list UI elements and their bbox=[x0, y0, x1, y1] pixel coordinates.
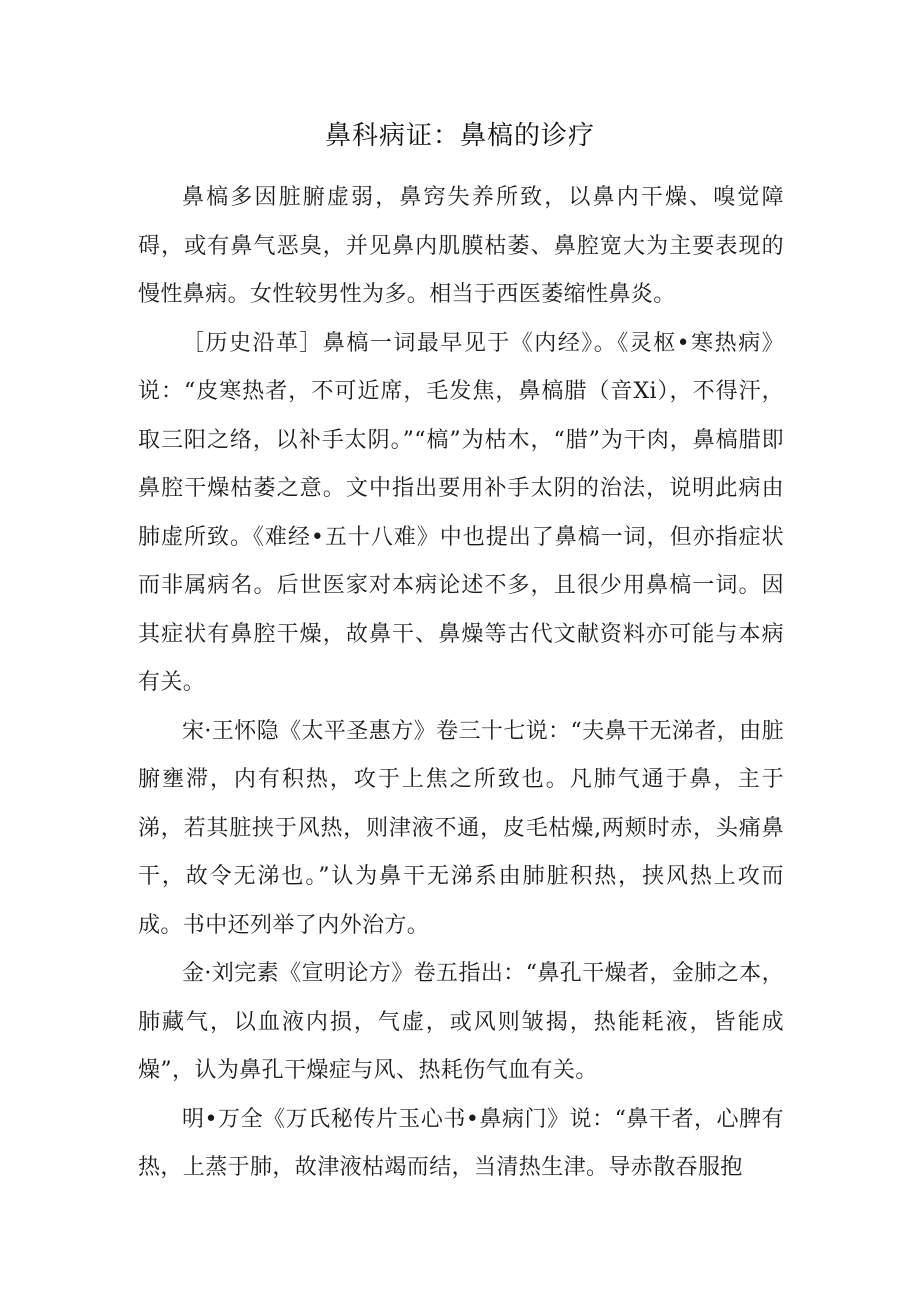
paragraph-intro: 鼻槁多因脏腑虚弱，鼻窍失养所致，以鼻内干燥、嗅觉障碍，或有鼻气恶臭，并见鼻内肌膜枯萎、鼻腔宽大为主要表现的慢性鼻病。女性较男性为多。相当于西医萎缩性鼻炎。 bbox=[138, 185, 784, 307]
document-body bbox=[138, 174, 784, 1193]
paragraph-song-dynasty: 宋·王怀隐《太平圣惠方》卷三十七说：“夫鼻干无涕者，由脏腑壅滞，内有积热，攻于上焦之所致也。凡肺气通于鼻，主于涕，若其脏挟于风热，则津液不通，皮毛枯燥,两颊时赤，头痛鼻干，故令无涕也。”认为鼻干无涕系由肺脏积热，挟风热上攻而成。书中还列举了内外治方。 bbox=[138, 718, 784, 938]
page-title: 鼻科病证：鼻槁的诊疗 bbox=[324, 121, 595, 151]
paragraph-jin-dynasty: 金·刘完素《宣明论方》卷五指出：“鼻孔干燥者，金肺之本，肺藏气，以血液内损，气虚，或风则皱揭，热能耗液，皆能成燥”，认为鼻孔干燥症与风、热耗伤气血有关。 bbox=[138, 961, 784, 1083]
paragraph-ming-dynasty: 明•万全《万氏秘传片玉心书•鼻病门》说：“鼻干者，心脾有热，上蒸于肺，故津液枯竭而结，当清热生津。导赤散吞服抱 bbox=[138, 1106, 784, 1180]
paragraph-history: ［历史沿革］鼻槁一词最早见于《内经》。《灵枢•寒热病》说：“皮寒热者，不可近席，毛发焦，鼻槁腊（音Xi），不得汗，取三阳之络，以补手太阴。”“槁”为枯木，“腊”为干肉，鼻槁腊即鼻腔干燥枯萎之意。文中指出要用补手太阴的治法，说明此病由肺虚所致。《难经•五十八难》中也提出了鼻槁一词，但亦指症状而非属病名。后世医家对本病论述不多，且很少用鼻槁一词。因其症状有鼻腔干燥，故鼻干、鼻燥等古代文献资料亦可能与本病有关。 bbox=[138, 330, 784, 695]
